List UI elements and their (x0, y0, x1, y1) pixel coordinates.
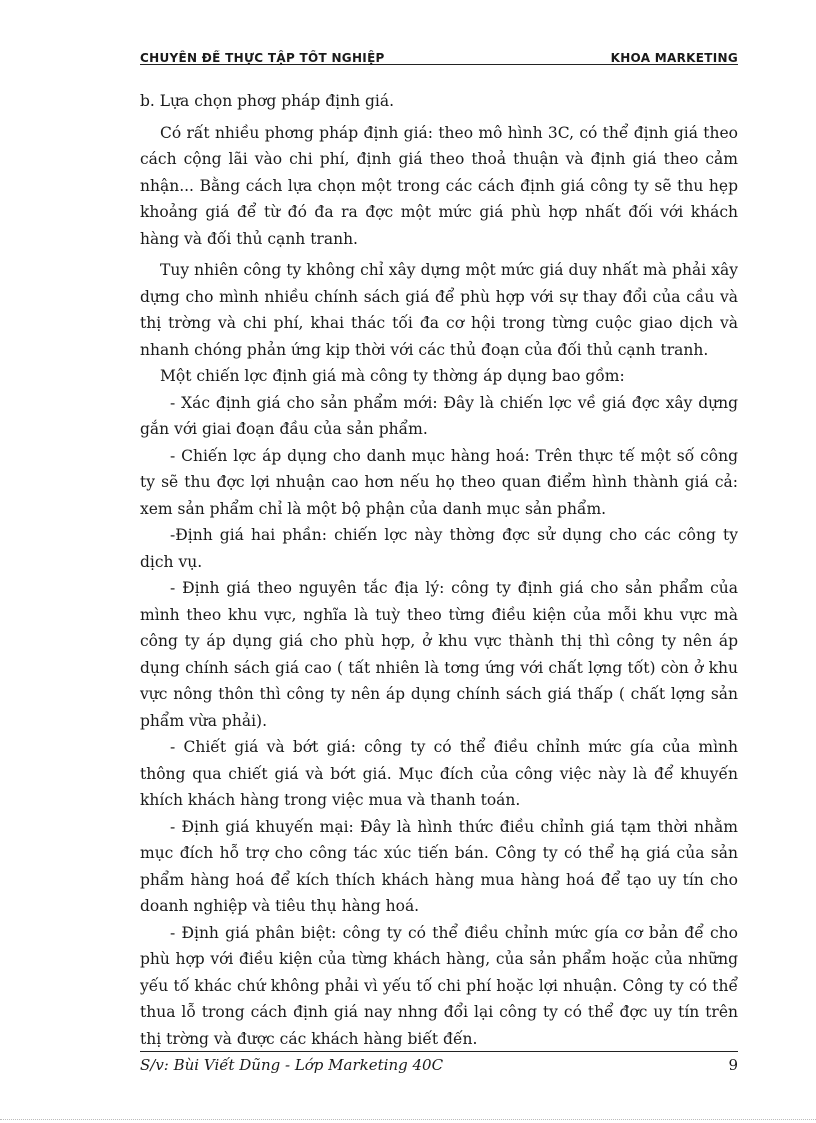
page-bottom-border (0, 1119, 816, 1120)
footer-divider (140, 1051, 738, 1052)
list-item: - Định giá khuyến mại: Đây là hình thức điều chỉnh giá tạm thời nhằm mục đích hỗ trợ cho công tác xúc tiến bán. Công ty có thể hạ giá của sản phẩm hàng hoá để kích thích khách hàng mua hàng hoá để tạo uy tín cho doanh nghiệp và tiêu thụ hàng hoá. (140, 817, 738, 915)
list-item: - Định giá theo nguyên tắc địa lý: công ty định giá cho sản phẩm của mình theo khu vực, nghĩa là tuỳ theo từng điều kiện của mỗi khu vực mà công ty áp dụng giá cho phù hợp, ở khu vực thành thị thì công ty nên áp dụng chính sách giá cao ( tất nhiên là tơng ứng với chất lợng tốt) còn ở khu vực nông thôn thì công ty nên áp dụng chính sách giá thấp ( chất lợng sản phẩm vừa phải). (140, 579, 738, 730)
list-item: - Chiết giá và bớt giá: công ty có thể điều chỉnh mức gía của mình thông qua chiết giá và bớt giá. Mục đích của công việc này là để khuyến khích khách hàng trong việc mua và thanh toán. (140, 738, 738, 809)
paragraph: Một chiến lợc định giá mà công ty thờng áp dụng bao gồm: (160, 367, 625, 385)
list-item: - Xác định giá cho sản phẩm mới: Đây là chiến lợc về giá đợc xây dựng gắn với giai đoạn đầu của sản phẩm. (140, 393, 738, 438)
list-item: - Định giá phân biệt: công ty có thể điều chỉnh mức gía cơ bản để cho phù hợp với điều kiện của từng khách hàng, của sản phẩm hoặc của những yếu tố khác chứ không phải vì yếu tố chi phí hoặc lợi nhuận. Công ty có thể thua lỗ trong cách định giá nay nhng đổi lại công ty có thể đợc uy tín trên thị trờng và được các khách hàng biết đến. (140, 923, 738, 1048)
header-department: KHOA MARKETING (610, 51, 738, 65)
paragraph: Tuy nhiên công ty không chỉ xây dựng một mức giá duy nhất mà phải xây dựng cho mình nhiều chính sách giá để phù hợp với sự thay đổi của cầu và thị trờng và chi phí, khai thác tối đa cơ hội trong từng cuộc giao dịch và nhanh chóng phản ứng kịp thời với các thủ đoạn của đối thủ cạnh tranh. (140, 261, 738, 359)
header-title: CHUYÊN ĐỀ THỰC TẬP TỐT NGHIỆP (140, 51, 385, 65)
page-number: 9 (728, 1056, 738, 1074)
section-heading: b. Lựa chọn phơg pháp định giá. (140, 92, 395, 110)
page-header (140, 50, 738, 65)
list-item: -Định giá hai phần: chiến lợc này thờng đợc sử dụng cho các công ty dịch vụ. (140, 526, 738, 571)
footer-author: S/v: Bùi Viết Dũng - Lớp Marketing 40C (140, 1056, 444, 1074)
paragraph: Có rất nhiều phơng pháp định giá: theo mô hình 3C, có thể định giá theo cách cộng lãi vào chi phí, định giá theo thoả thuận và định giá theo cảm nhận... Bằng cách lựa chọn một trong các cách định giá công ty sẽ thu hẹp khoảng giá để từ đó đa ra đợc một mức giá phù hợp nhất đối với khách hàng và đối thủ cạnh tranh. (140, 123, 738, 248)
list-item: - Chiến lợc áp dụng cho danh mục hàng hoá: Trên thực tế một số công ty sẽ thu đợc lợi nhuận cao hơn nếu họ theo quan điểm hình thành giá cả: xem sản phẩm chỉ là một bộ phận của danh mục sản phẩm. (140, 446, 738, 518)
body-text (140, 88, 738, 1052)
